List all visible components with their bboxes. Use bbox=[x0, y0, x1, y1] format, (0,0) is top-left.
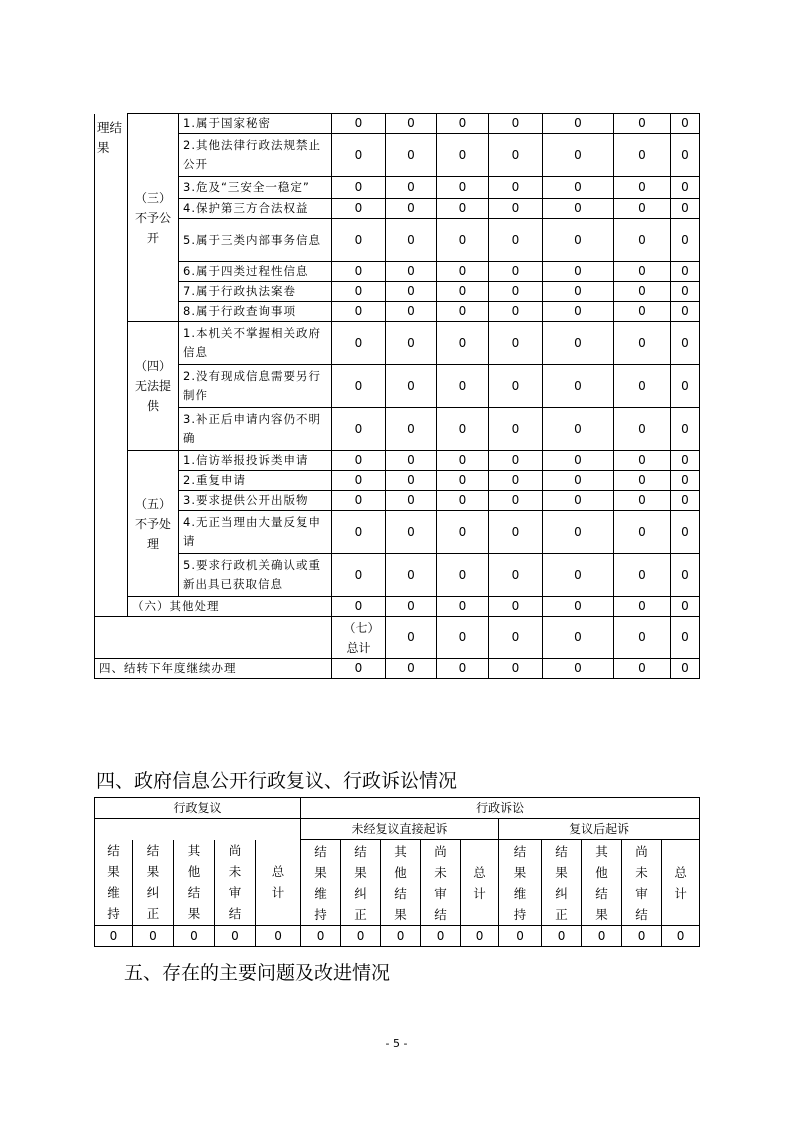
cell-value: 0 bbox=[614, 408, 671, 451]
cell-value: 0 bbox=[386, 511, 437, 554]
column-header-text: 尚未审结 bbox=[635, 843, 648, 922]
column-header-text: 结果维持 bbox=[107, 843, 120, 922]
section-5-heading: 五、存在的主要问题及改进情况 bbox=[124, 962, 391, 984]
page-number: - 5 - bbox=[385, 1037, 408, 1050]
row-label: 8.属于行政查询事项 bbox=[179, 302, 332, 322]
cell-value: 0 bbox=[543, 262, 614, 282]
cell-value: 0 bbox=[386, 659, 437, 679]
row-label: 3.补正后申请内容仍不明确 bbox=[179, 408, 332, 451]
cell-value: 0 bbox=[543, 491, 614, 511]
cell-value: 0 bbox=[671, 282, 700, 302]
cell-value: 0 bbox=[671, 511, 700, 554]
cell-value: 0 bbox=[489, 134, 543, 177]
cell-value: 0 bbox=[614, 322, 671, 365]
table-row bbox=[95, 491, 700, 511]
cell-value: 0 bbox=[614, 491, 671, 511]
column-header-text: 尚未审结 bbox=[434, 843, 447, 922]
cell-value: 0 bbox=[543, 511, 614, 554]
cell-value: 0 bbox=[489, 451, 543, 471]
cell-value: 0 bbox=[332, 219, 386, 262]
column-header bbox=[174, 840, 215, 926]
cell-value: 0 bbox=[332, 282, 386, 302]
column-header bbox=[341, 840, 381, 926]
table-row bbox=[95, 219, 700, 262]
cell-value: 0 bbox=[543, 199, 614, 219]
cell-value: 0 bbox=[437, 471, 489, 491]
column-header-text: 其他结果 bbox=[394, 843, 407, 922]
cell-value: 0 bbox=[332, 408, 386, 451]
cell-value: 0 bbox=[332, 451, 386, 471]
cell-value: 0 bbox=[671, 177, 700, 199]
table-row bbox=[95, 659, 700, 679]
cell-value: 0 bbox=[386, 408, 437, 451]
cell-value: 0 bbox=[437, 659, 489, 679]
cell-value: 0 bbox=[671, 322, 700, 365]
cell-value: 0 bbox=[437, 451, 489, 471]
cell-value: 0 bbox=[437, 282, 489, 302]
cell-value: 0 bbox=[614, 199, 671, 219]
cell-value: 0 bbox=[301, 926, 341, 947]
cell-value: 0 bbox=[437, 554, 489, 597]
column-header-text: 总计 bbox=[271, 864, 285, 901]
cell-value: 0 bbox=[437, 617, 489, 659]
row-label: 5.属于三类内部事务信息 bbox=[179, 219, 332, 262]
cell-value: 0 bbox=[614, 617, 671, 659]
cell-value: 0 bbox=[489, 471, 543, 491]
cell-value: 0 bbox=[543, 365, 614, 408]
row-label bbox=[332, 617, 386, 659]
table-row bbox=[95, 511, 700, 554]
column-header bbox=[133, 840, 174, 926]
cell-value: 0 bbox=[614, 177, 671, 199]
column-header-text: 结果维持 bbox=[314, 843, 327, 922]
column-header bbox=[662, 840, 700, 926]
cell-value: 0 bbox=[614, 282, 671, 302]
column-header-text: 结果纠正 bbox=[354, 843, 367, 922]
cell-value: 0 bbox=[332, 471, 386, 491]
cell-value: 0 bbox=[332, 597, 386, 617]
cell-value: 0 bbox=[489, 322, 543, 365]
cell-value: 0 bbox=[332, 322, 386, 365]
cell-value: 0 bbox=[543, 114, 614, 134]
column-header bbox=[461, 840, 499, 926]
column-header bbox=[622, 840, 662, 926]
cell-value: 0 bbox=[671, 471, 700, 491]
cell-value: 0 bbox=[671, 597, 700, 617]
cell-value: 0 bbox=[386, 282, 437, 302]
cell-value: 0 bbox=[614, 597, 671, 617]
table-row bbox=[95, 177, 700, 199]
table-row bbox=[95, 554, 700, 597]
table-row bbox=[95, 597, 700, 617]
row-label: 2.重复申请 bbox=[179, 471, 332, 491]
group-label-text: （三）不予公开 bbox=[135, 190, 172, 245]
cell-value: 0 bbox=[386, 471, 437, 491]
cell-value: 0 bbox=[489, 365, 543, 408]
cell-value: 0 bbox=[489, 554, 543, 597]
row-label: 2.其他法律行政法规禁止公开 bbox=[179, 134, 332, 177]
cell-value: 0 bbox=[489, 491, 543, 511]
cell-value: 0 bbox=[386, 451, 437, 471]
cell-value: 0 bbox=[543, 597, 614, 617]
header-litigation: 行政诉讼 bbox=[301, 798, 700, 819]
cell-value: 0 bbox=[489, 282, 543, 302]
cell-value: 0 bbox=[437, 199, 489, 219]
cell-value: 0 bbox=[489, 408, 543, 451]
section-4-heading: 四、政府信息公开行政复议、行政诉讼情况 bbox=[96, 770, 458, 792]
cell-value: 0 bbox=[489, 262, 543, 282]
cell-value: 0 bbox=[614, 471, 671, 491]
cell-value: 0 bbox=[543, 177, 614, 199]
cell-value: 0 bbox=[543, 322, 614, 365]
header-after-review: 复议后起诉 bbox=[499, 819, 700, 840]
cell-value: 0 bbox=[386, 219, 437, 262]
table-row bbox=[95, 365, 700, 408]
column-header-text: 结果维持 bbox=[513, 843, 527, 922]
cell-value: 0 bbox=[332, 491, 386, 511]
cell-value: 0 bbox=[671, 408, 700, 451]
cell-value: 0 bbox=[256, 926, 301, 947]
cell-value: 0 bbox=[437, 114, 489, 134]
cell-value: 0 bbox=[671, 451, 700, 471]
cell-value: 0 bbox=[386, 365, 437, 408]
cell-value: 0 bbox=[332, 134, 386, 177]
table-row bbox=[95, 199, 700, 219]
cell-value: 0 bbox=[332, 199, 386, 219]
cell-value: 0 bbox=[386, 199, 437, 219]
empty-cell bbox=[95, 617, 332, 659]
cell-value: 0 bbox=[671, 134, 700, 177]
row-label: 5.要求行政机关确认或重新出具已获取信息 bbox=[179, 554, 332, 597]
cell-value: 0 bbox=[614, 365, 671, 408]
header-direct-litigation: 未经复议直接起诉 bbox=[301, 819, 499, 840]
cell-value: 0 bbox=[614, 302, 671, 322]
row-label: 四、结转下年度继续办理 bbox=[95, 659, 332, 679]
cell-value: 0 bbox=[386, 322, 437, 365]
cell-value: 0 bbox=[437, 219, 489, 262]
cell-value: 0 bbox=[489, 617, 543, 659]
cell-value: 0 bbox=[386, 114, 437, 134]
column-header-text: 尚未审结 bbox=[228, 843, 242, 922]
cell-value: 0 bbox=[671, 491, 700, 511]
cell-value: 0 bbox=[437, 322, 489, 365]
cell-value: 0 bbox=[332, 177, 386, 199]
row-label: 3.要求提供公开出版物 bbox=[179, 491, 332, 511]
cell-value: 0 bbox=[614, 451, 671, 471]
column-header-text: 其他结果 bbox=[187, 843, 201, 922]
cell-value: 0 bbox=[174, 926, 215, 947]
column-header bbox=[95, 840, 133, 926]
table-row bbox=[95, 302, 700, 322]
cell-value: 0 bbox=[542, 926, 582, 947]
cell-value: 0 bbox=[671, 617, 700, 659]
row-label: 3.危及“三安全一稳定” bbox=[179, 177, 332, 199]
cell-value: 0 bbox=[95, 926, 133, 947]
cell-value: 0 bbox=[332, 511, 386, 554]
row-label: 4.保护第三方合法权益 bbox=[179, 199, 332, 219]
header-review: 行政复议 bbox=[95, 798, 301, 819]
cell-value: 0 bbox=[543, 408, 614, 451]
cell-value: 0 bbox=[489, 597, 543, 617]
total-label-text: （七）总计 bbox=[343, 620, 374, 655]
cell-value: 0 bbox=[133, 926, 174, 947]
cell-value: 0 bbox=[421, 926, 461, 947]
table-row bbox=[95, 322, 700, 365]
cell-value: 0 bbox=[386, 554, 437, 597]
cell-value: 0 bbox=[386, 302, 437, 322]
row-label: 1.本机关不掌握相关政府信息 bbox=[179, 322, 332, 365]
row-label: 6.属于四类过程性信息 bbox=[179, 262, 332, 282]
column-header bbox=[301, 840, 341, 926]
cell-value: 0 bbox=[582, 926, 622, 947]
cell-value: 0 bbox=[543, 617, 614, 659]
cell-value: 0 bbox=[489, 199, 543, 219]
cell-value: 0 bbox=[332, 114, 386, 134]
table-row bbox=[95, 114, 700, 134]
table-row bbox=[95, 471, 700, 491]
cell-value: 0 bbox=[437, 597, 489, 617]
column-header bbox=[542, 840, 582, 926]
cell-value: 0 bbox=[332, 659, 386, 679]
cell-value: 0 bbox=[543, 219, 614, 262]
cell-value: 0 bbox=[489, 511, 543, 554]
cell-value: 0 bbox=[381, 926, 421, 947]
cell-value: 0 bbox=[489, 219, 543, 262]
cell-value: 0 bbox=[671, 554, 700, 597]
column-header bbox=[215, 840, 256, 926]
column-header bbox=[381, 840, 421, 926]
group-label bbox=[128, 451, 179, 597]
column-header-text: 结果纠正 bbox=[146, 843, 160, 922]
cell-value: 0 bbox=[614, 659, 671, 679]
table-row bbox=[95, 617, 700, 659]
cell-value: 0 bbox=[489, 659, 543, 679]
column-header bbox=[499, 840, 542, 926]
row-label: 1.属于国家秘密 bbox=[179, 114, 332, 134]
cell-value: 0 bbox=[543, 451, 614, 471]
column-header-text: 其他结果 bbox=[595, 843, 608, 922]
cell-value: 0 bbox=[671, 199, 700, 219]
column-header bbox=[256, 840, 301, 926]
cell-value: 0 bbox=[489, 302, 543, 322]
cell-value: 0 bbox=[332, 365, 386, 408]
cell-value: 0 bbox=[671, 659, 700, 679]
review-litigation-table bbox=[94, 797, 700, 947]
cell-value: 0 bbox=[341, 926, 381, 947]
cell-value: 0 bbox=[437, 262, 489, 282]
cell-value: 0 bbox=[543, 554, 614, 597]
cell-value: 0 bbox=[614, 511, 671, 554]
cell-value: 0 bbox=[437, 408, 489, 451]
group-label bbox=[128, 322, 179, 451]
cell-value: 0 bbox=[543, 302, 614, 322]
cell-value: 0 bbox=[489, 177, 543, 199]
cell-value: 0 bbox=[671, 365, 700, 408]
cell-value: 0 bbox=[437, 134, 489, 177]
cell-value: 0 bbox=[671, 219, 700, 262]
cell-value: 0 bbox=[671, 262, 700, 282]
cell-value: 0 bbox=[332, 302, 386, 322]
cell-value: 0 bbox=[332, 554, 386, 597]
column-header bbox=[421, 840, 461, 926]
cell-value: 0 bbox=[614, 219, 671, 262]
cell-value: 0 bbox=[543, 659, 614, 679]
cell-value: 0 bbox=[437, 177, 489, 199]
column-header-text: 总计 bbox=[473, 864, 486, 901]
group-label-text: （四）无法提供 bbox=[135, 359, 172, 413]
cell-value: 0 bbox=[614, 262, 671, 282]
cell-value: 0 bbox=[386, 262, 437, 282]
cell-value: 0 bbox=[215, 926, 256, 947]
cell-value: 0 bbox=[386, 617, 437, 659]
outcome-table bbox=[94, 113, 700, 679]
cell-value: 0 bbox=[671, 114, 700, 134]
cell-value: 0 bbox=[461, 926, 499, 947]
cell-value: 0 bbox=[614, 554, 671, 597]
cell-value: 0 bbox=[614, 134, 671, 177]
cell-value: 0 bbox=[543, 282, 614, 302]
cell-value: 0 bbox=[614, 114, 671, 134]
cell-value: 0 bbox=[332, 262, 386, 282]
table-row bbox=[95, 408, 700, 451]
cell-value: 0 bbox=[662, 926, 700, 947]
group-label bbox=[128, 114, 179, 322]
empty-cell bbox=[95, 819, 301, 840]
cell-value: 0 bbox=[489, 114, 543, 134]
cell-value: 0 bbox=[437, 365, 489, 408]
column-header-text: 总计 bbox=[674, 864, 687, 901]
cell-value: 0 bbox=[622, 926, 662, 947]
row-label: 4.无正当理由大量反复申请 bbox=[179, 511, 332, 554]
column-header-text: 结果纠正 bbox=[555, 843, 568, 922]
cell-value: 0 bbox=[386, 134, 437, 177]
cell-value: 0 bbox=[499, 926, 542, 947]
row-label: 2.没有现成信息需要另行制作 bbox=[179, 365, 332, 408]
cell-value: 0 bbox=[671, 302, 700, 322]
table-row bbox=[95, 282, 700, 302]
cell-value: 0 bbox=[543, 471, 614, 491]
table-row bbox=[95, 262, 700, 282]
column-header bbox=[582, 840, 622, 926]
cell-value: 0 bbox=[437, 302, 489, 322]
cell-value: 0 bbox=[386, 491, 437, 511]
side-label-text: 理结果 bbox=[97, 119, 123, 155]
cell-value: 0 bbox=[386, 597, 437, 617]
cell-value: 0 bbox=[437, 491, 489, 511]
table-row bbox=[95, 451, 700, 471]
group-label-text: （五）不予处理 bbox=[135, 496, 172, 551]
table-row bbox=[95, 134, 700, 177]
row-label: 1.信访举报投诉类申请 bbox=[179, 451, 332, 471]
row-label: 7.属于行政执法案卷 bbox=[179, 282, 332, 302]
cell-value: 0 bbox=[543, 134, 614, 177]
side-label bbox=[95, 114, 128, 617]
cell-value: 0 bbox=[386, 177, 437, 199]
cell-value: 0 bbox=[437, 511, 489, 554]
row-label: （六）其他处理 bbox=[128, 597, 332, 617]
